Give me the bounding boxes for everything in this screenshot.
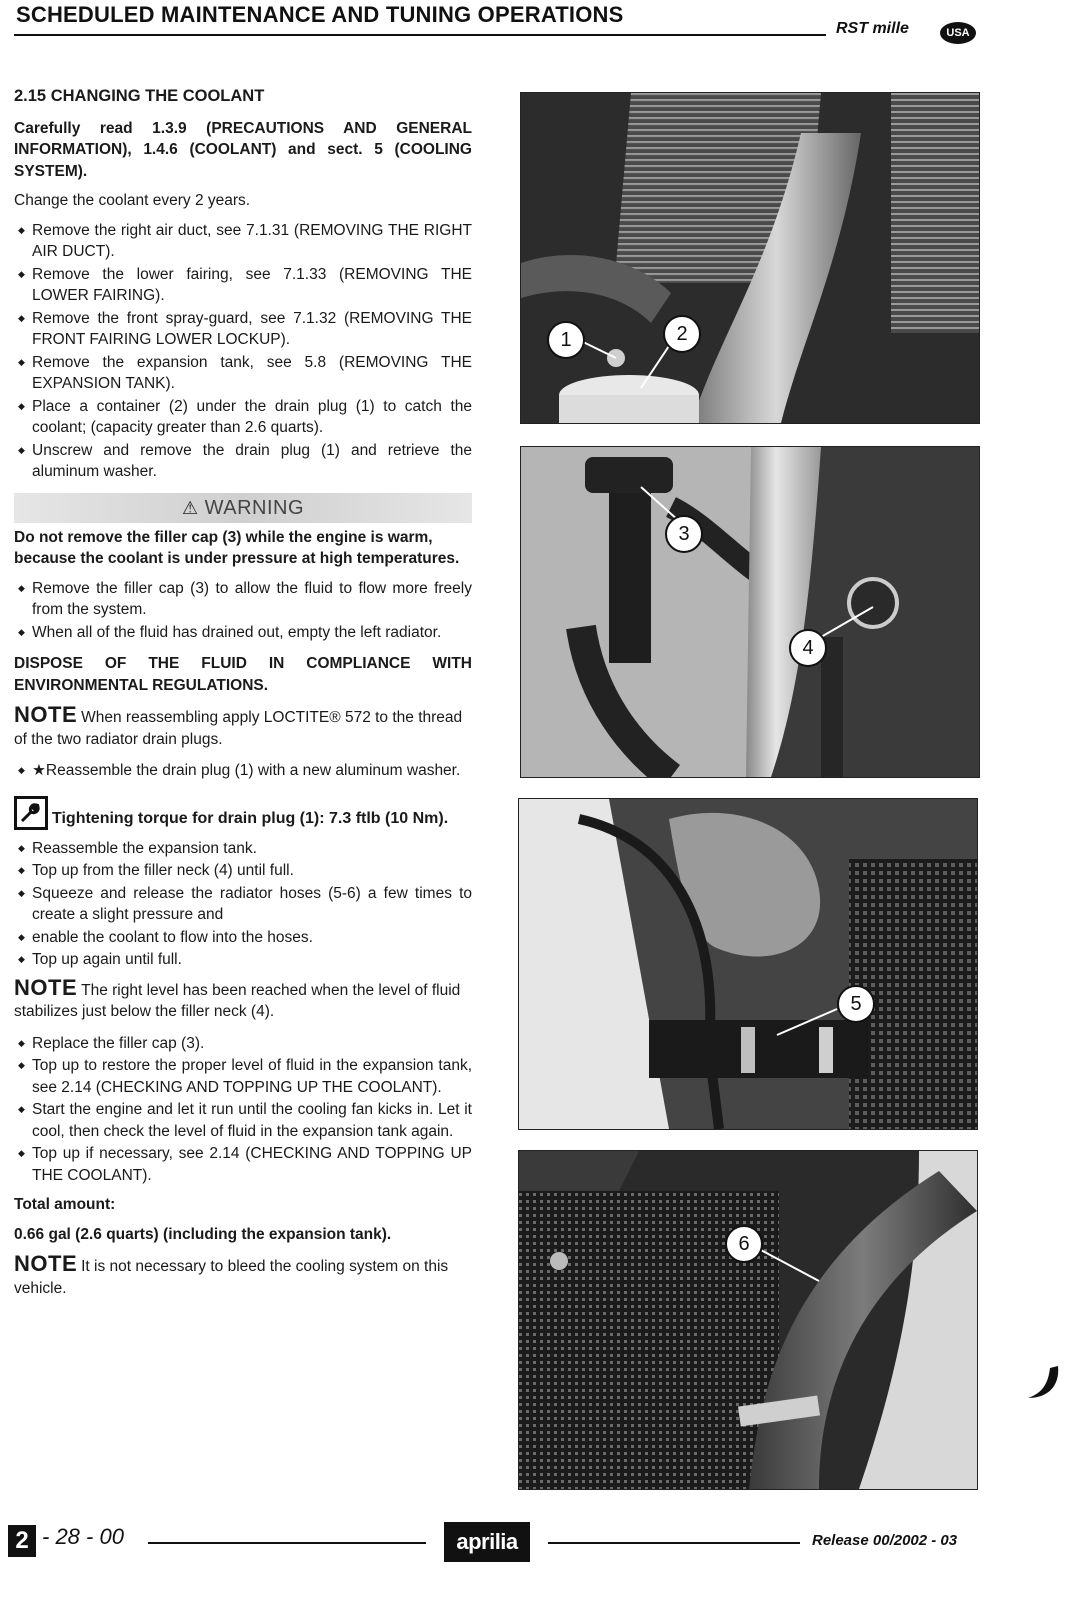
list-item: ◆ Replace the filler cap (3). [14, 1033, 472, 1055]
list-item: ◆ Top up from the filler neck (4) until full. [14, 860, 472, 882]
list-item: ◆ ★Reassemble the drain plug (1) with a new aluminum washer. [14, 760, 472, 782]
note-2-text: The right level has been reached when the level of fluid stabilizes just below the filler neck (4). [14, 981, 461, 1020]
page-number: - 28 - 00 [42, 1524, 124, 1549]
note-label: NOTE [14, 1251, 78, 1276]
callout-6: 6 [725, 1225, 763, 1263]
intro-text: Carefully read 1.3.9 (PRECAUTIONS AND GENERAL INFORMATION), 1.4.6 (COOLANT) and sect. 5 (COOLING SYSTEM). [14, 119, 472, 180]
warning-triangle-icon: ⚠ [181, 497, 199, 518]
note-label: NOTE [14, 702, 78, 727]
usa-badge: USA [940, 22, 976, 44]
text-column [14, 86, 472, 1309]
note-3-text: It is not necessary to bleed the cooling system on this vehicle. [14, 1258, 449, 1297]
callout-2: 2 [663, 315, 701, 353]
steps-list-2 [14, 578, 472, 644]
list-item: ◆ Remove the lower fairing, see 7.1.33 (REMOVING THE LOWER FAIRING). [14, 264, 472, 307]
reassemble-list [14, 760, 472, 782]
wrench-icon [14, 796, 48, 830]
list-item: ◆ When all of the fluid has drained out, empty the left radiator. [14, 622, 472, 644]
photo-filler-cap [520, 446, 980, 778]
note-1-text: When reassembling apply LOCTITE® 572 to the thread of the two radiator drain plugs. [14, 709, 463, 748]
steps-list-1 [14, 220, 472, 483]
callout-3: 3 [665, 515, 703, 553]
brand-logo: aprilia [444, 1522, 530, 1562]
torque-text: Tightening torque for drain plug (1): 7.3 ftlb (10 Nm). [52, 810, 449, 827]
list-item: ◆ Unscrew and remove the drain plug (1) and retrieve the aluminum washer. [14, 440, 472, 483]
list-item: ◆ Squeeze and release the radiator hoses (5-6) a few times to create a slight pressure and [14, 883, 472, 926]
chapter-number: 2 [8, 1525, 36, 1557]
section-title: 2.15 CHANGING THE COOLANT [14, 87, 265, 105]
header-model: RST mille [836, 20, 909, 37]
interval-text: Change the coolant every 2 years. [14, 192, 251, 209]
torque-spec [14, 796, 472, 830]
list-item: ◆ Place a container (2) under the drain plug (1) to catch the coolant; (capacity greater than 2.6 quarts). [14, 396, 472, 439]
note-3 [14, 1253, 472, 1299]
list-item: ◆ Top up if necessary, see 2.14 (CHECKING AND TOPPING UP THE COOLANT). [14, 1143, 472, 1186]
header-rule [14, 34, 826, 36]
footer-rule [548, 1542, 800, 1544]
note-2 [14, 974, 472, 1023]
release-text: Release 00/2002 - 03 [812, 1532, 958, 1549]
steps-list-3 [14, 838, 472, 971]
photo-hose-5 [518, 798, 978, 1130]
note-1 [14, 704, 472, 750]
note-label: NOTE [14, 974, 78, 1000]
list-item: ◆ Start the engine and let it run until the cooling fan kicks in. Let it cool, then check the level of fluid in the expansion tank again. [14, 1099, 472, 1142]
warning-banner [14, 493, 472, 523]
photo-radiator-drain [520, 92, 980, 424]
photo-hose-6 [518, 1150, 978, 1490]
callout-5: 5 [837, 985, 875, 1023]
list-item: ◆ Remove the right air duct, see 7.1.31 (REMOVING THE RIGHT AIR DUCT). [14, 220, 472, 263]
list-item: ◆ Top up again until full. [14, 949, 472, 971]
footer-rule [148, 1542, 426, 1544]
list-item: ◆ Top up to restore the proper level of fluid in the expansion tank, see 2.14 (CHECKING AND TOPPING UP THE COOLANT). [14, 1055, 472, 1098]
warning-text: Do not remove the filler cap (3) while the engine is warm, because the coolant is under pressure at high temperatures. [14, 528, 460, 567]
list-item: ◆ Remove the front spray-guard, see 7.1.32 (REMOVING THE FRONT FAIRING LOWER LOCKUP). [14, 308, 472, 351]
dispose-text: DISPOSE OF THE FLUID IN COMPLIANCE WITH ENVIRONMENTAL REGULATIONS. [14, 655, 472, 694]
list-item: ◆ Remove the filler cap (3) to allow the fluid to flow more freely from the system. [14, 578, 472, 621]
total-value: 0.66 gal (2.6 quarts) (including the expansion tank). [14, 1225, 392, 1243]
callout-1: 1 [547, 321, 585, 359]
page-curl-mark [1022, 1364, 1062, 1404]
total-label: Total amount: [14, 1196, 116, 1213]
warning-label: WARNING [204, 496, 305, 519]
steps-list-4 [14, 1033, 472, 1187]
list-item: ◆ Remove the expansion tank, see 5.8 (REMOVING THE EXPANSION TANK). [14, 352, 472, 395]
list-item: ◆ enable the coolant to flow into the hoses. [14, 927, 472, 949]
list-item: ◆ Reassemble the expansion tank. [14, 838, 472, 860]
callout-4: 4 [789, 629, 827, 667]
header-title: SCHEDULED MAINTENANCE AND TUNING OPERATIONS [16, 2, 624, 27]
